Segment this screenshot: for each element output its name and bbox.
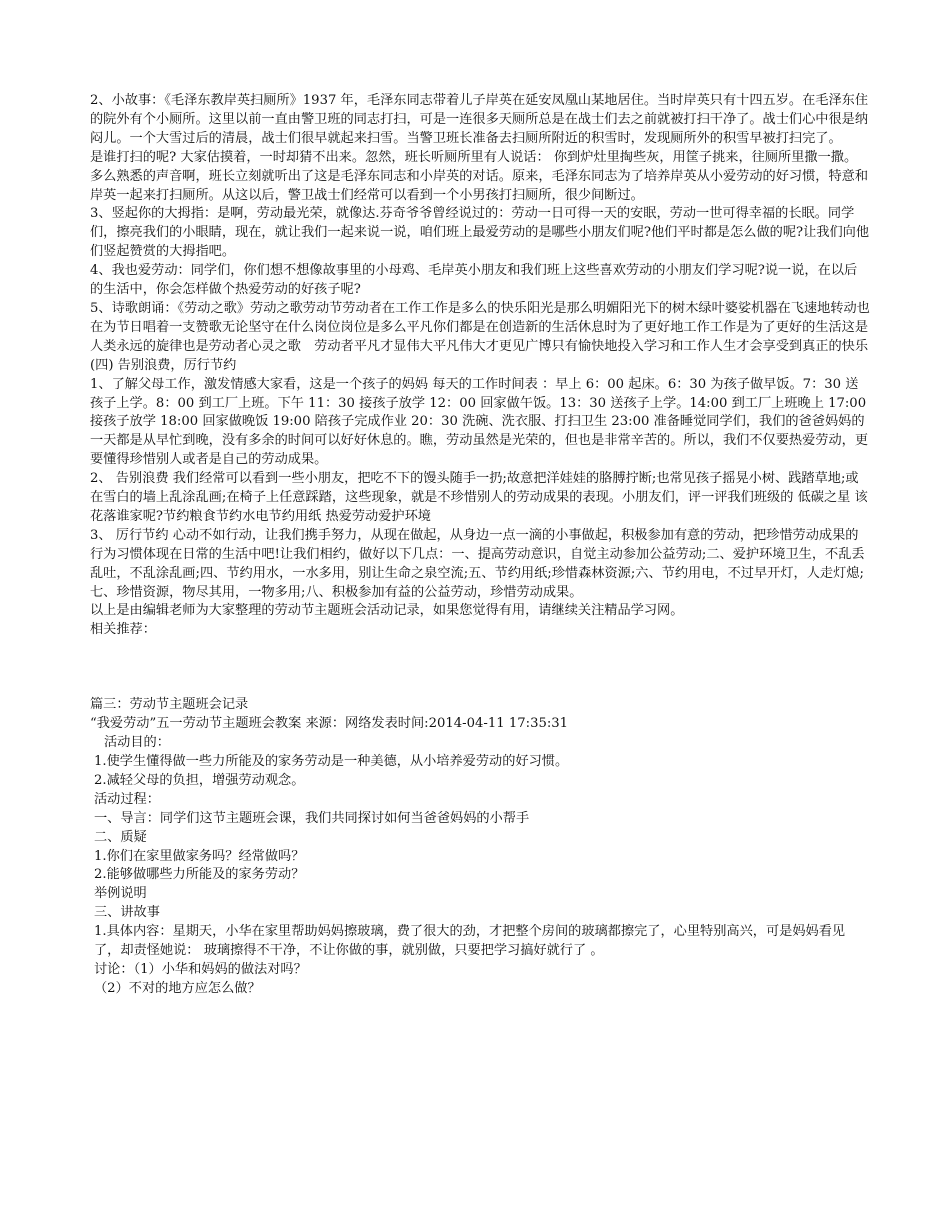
no-waste-paragraph: 2、 告别浪费 我们经常可以看到一些小朋友，把吃不下的馒头随手一扔;故意把洋娃娃的胳膊拧断;也常见孩子摇晃小树、践踏草地;或在雪白的墙上乱涂乱画;在椅子上任意踩踏，这些现象，就是不珍惜别人的劳动成果的表现。小朋友们，评一评我们班级的 低碳之星 该花落谁家呢?节约粮食节约水电节约用纸 热爱劳动爱护环境 — [90, 471, 868, 524]
process-step: 三、讲故事 — [94, 905, 160, 921]
goal-label: 活动目的： — [104, 735, 170, 751]
thrift-paragraph: 3、 厉行节约 心动不如行动，让我们携手努力，从现在做起，从身边一点一滴的小事做起，积极参加有意的劳动，把珍惜劳动成果的行为习惯体现在日常的生活中吧!让我们相约，做好以下几点：一、提高劳动意识，自觉主动参加公益劳动;二、爱护环境卫生，不乱丢乱吐，不乱涂乱画;四、节约用水，一水多用，别让生命之泉空流;五、节约用纸;珍惜森林资源;六、节约用电，不过早开灯，人走灯熄;七、珍惜资源，物尽其用，一物多用;八、积极参加有益的公益劳动，珍惜劳动成果。 — [90, 527, 865, 600]
story-content: 1.具体内容：星期天，小华在家里帮助妈妈擦玻璃，费了很大的劲，才把整个房间的玻璃都擦完了，心里特别高兴，可是妈妈看见了，却责怪她说： 玻璃擦得不干净，不让你做的事，就别做，只要把学习搞好就行了 。 — [94, 924, 846, 959]
schedule-paragraph: 1、了解父母工作，激发情感大家看，这是一个孩子的妈妈 每天的工作时间表 ：早上 6：00 起床。6：30 为孩子做早饭。7：30 送孩子上学。8：00 到工厂上班。下午 11：30 接孩子放学 12：00 回家做午饭。13：30 送孩子上学。14:00 到工厂上班晚上 17:00 接孩子放学 18:00 回家做晚饭 19:00 陪孩子完成作业 20：30 洗碗、洗衣服、打扫卫生 23:00 准备睡觉同学们，我们的爸爸妈妈的一天都是从早忙到晚，没有多余的时间可以好好休息的。瞧，劳动虽然是光荣的，但也是非常辛苦的。所以，我们不仅要热爱劳动，更要懂得珍惜别人或者是自己的劳动成果。 — [90, 376, 869, 468]
example-label: 举例说明 — [94, 886, 147, 902]
question-item: 1.你们在家里做家务吗？经常做吗？ — [94, 848, 305, 864]
lesson-subtitle: “我爱劳动”五一劳动节主题班会教案 来源：网络发表时间:2014-04-11 17:35:31 — [90, 716, 569, 732]
section-heading: (四) 告别浪费，厉行节约 — [90, 357, 237, 373]
chapter-heading: 篇三：劳动节主题班会记录 — [90, 697, 249, 713]
story-paragraph: 多么熟悉的声音啊，班长立刻就听出了这是毛泽东同志和小岸英的对话。原来，毛泽东同志为了培养岸英从小爱劳动的好习惯，特意和岸英一起来打扫厕所。从这以后，警卫战士们经常可以看到一个小男孩打扫厕所，很少间断过。 — [90, 168, 869, 203]
closing-paragraph: 以上是由编辑老师为大家整理的劳动节主题班会活动记录，如果您觉得有用，请继续关注精品学习网。 — [90, 603, 684, 619]
related-label: 相关推荐： — [90, 622, 156, 638]
goal-item: 2.减轻父母的负担，增强劳动观念。 — [94, 772, 305, 788]
thumbs-up-paragraph: 3、竖起你的大拇指：是啊，劳动最光荣，就像达.芬奇爷爷曾经说过的：劳动一日可得一天的安眠，劳动一世可得幸福的长眠。同学们，擦亮我们的小眼睛，现在，就让我们一起来说一说，咱们班上最爱劳动的是哪些小朋友们呢?他们平时都是怎么做的呢?让我们向他们竖起赞赏的大拇指吧。 — [90, 206, 870, 260]
story-paragraph: 2、小故事：《毛泽东教岸英扫厕所》1937 年，毛泽东同志带着儿子岸英在延安凤凰山某地居住。当时岸英只有十四五岁。在毛泽东住的院外有个小厕所。这里以前一直由警卫班的同志打扫，可是一连很多天厕所总是在战士们去之前就被打扫干净了。战士们心中很是纳闷儿。一个大雪过后的清晨，战士们很早就起来扫雪。当警卫班长准备去扫厕所附近的积雪时，发现厕所外的积雪早被打扫完了。 — [90, 93, 869, 146]
process-step: 二、质疑 — [94, 829, 147, 845]
story-paragraph: 是谁打扫的呢? 大家估摸着，一时却猜不出来。忽然，班长听厕所里有人说话： 你到炉灶里掏些灰，用筐子挑来，往厕所里撒一撒。 — [90, 149, 858, 165]
goal-item: 1.使学生懂得做一些力所能及的家务劳动是一种美德，从小培养爱劳动的好习惯。 — [94, 754, 569, 769]
poem-paragraph: 5、诗歌朗诵：《劳动之歌》劳动之歌劳动节劳动者在工作工作是多么的快乐阳光是那么明媚阳光下的树木绿叶婆娑机器在飞速地转动也在为节日唱着一支赞歌无论坚守在什么岗位岗位是多么平凡你们都是在创造新的生活休息时为了更好地工作工作是为了更好的生活这是人类永远的旋律也是劳动者心灵之歌 劳动者平凡才显伟大平凡伟大才更见广博只有愉快地投入学习和工作人生才会享受到真正的快乐 — [90, 300, 870, 354]
question-item: 2.能够做哪些力所能及的家务劳动？ — [94, 867, 305, 883]
love-labor-paragraph: 4、我也爱劳动：同学们，你们想不想像故事里的小母鸡、毛岸英小朋友和我们班上这些喜欢劳动的小朋友们学习呢?说一说，在以后的生活中，你会怎样做个热爱劳动的好孩子呢? — [90, 263, 858, 298]
discussion-item: （2）不对的地方应怎么做？ — [94, 980, 261, 996]
process-label: 活动过程： — [94, 791, 160, 807]
process-step: 一、导言：同学们这节主题班会课，我们共同探讨如何当爸爸妈妈的小帮手 — [94, 810, 530, 826]
discussion-item: 讨论：（1）小华和妈妈的做法对吗？ — [94, 961, 307, 977]
spacer — [90, 640, 870, 696]
